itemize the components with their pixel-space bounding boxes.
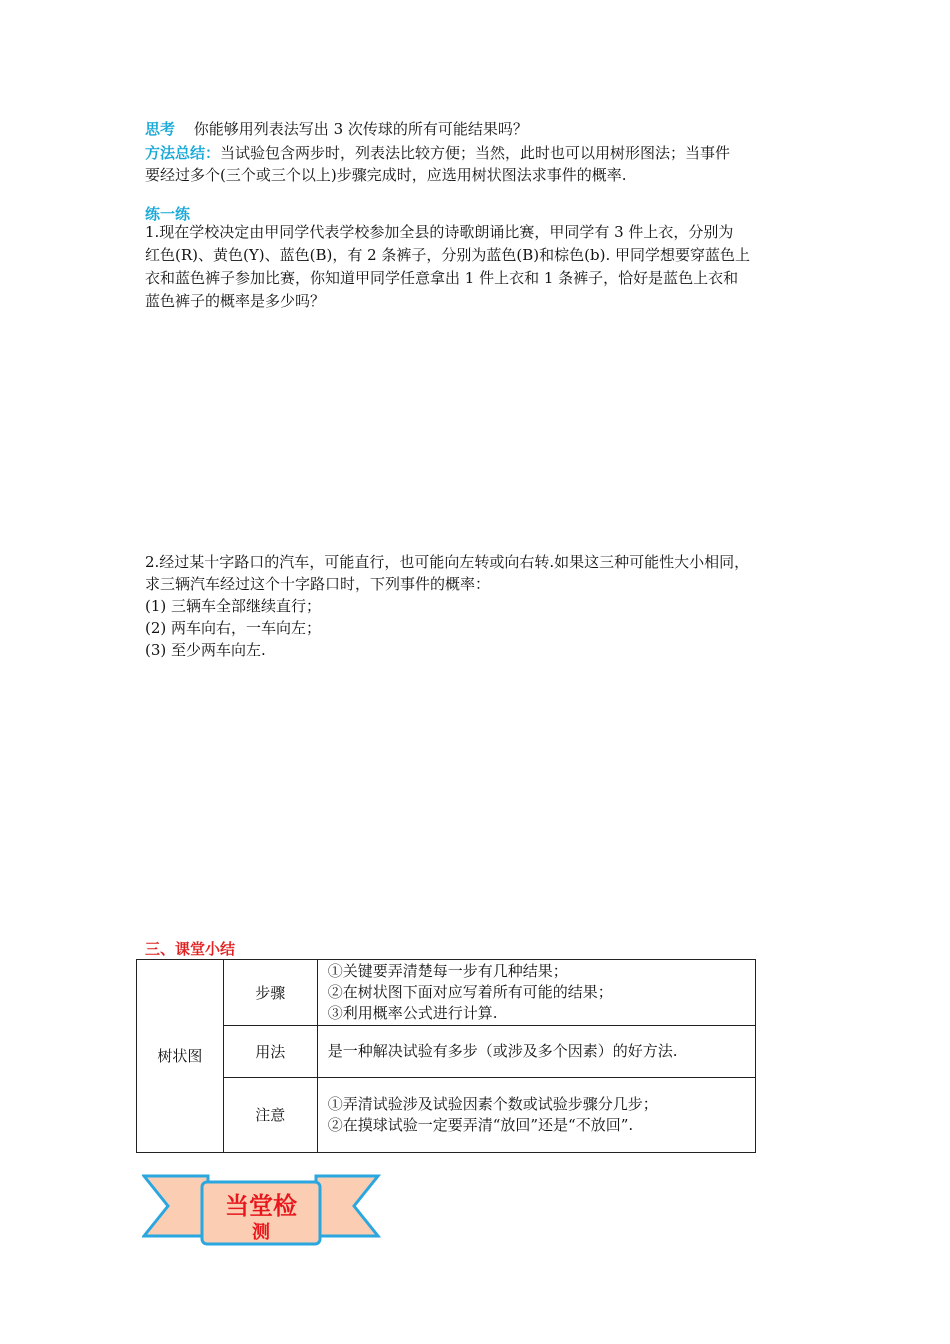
- summary-step-3: ③利用概率公式进行计算.: [327, 1004, 498, 1022]
- summary-row-label: 注意: [223, 1078, 317, 1153]
- q1-line-4: 蓝色裤子的概率是多少吗？: [145, 292, 326, 310]
- summary-table: [136, 959, 756, 1153]
- summary-row-notes: [137, 1078, 756, 1153]
- ribbon-left-tail: [144, 1176, 208, 1236]
- summary-topic: 树状图: [137, 960, 224, 1153]
- summary-row-content: [317, 1078, 755, 1153]
- q2-item-2: (2) 两车向右，一车向左；: [145, 619, 322, 637]
- summary-step-2: ②在树状图下面对应写着所有可能的结果；: [327, 983, 613, 1001]
- summary-row-content: [317, 960, 755, 1026]
- q2-line-1: 2.经过某十字路口的汽车，可能直行，也可能向左转或向右转.如果这三种可能性大小相同，: [145, 553, 750, 571]
- practice-title: 练一练: [145, 205, 191, 223]
- summary-step-1: ①关键要弄清楚每一步有几种结果；: [327, 962, 568, 980]
- summary-note-2: ②在摸球试验一定要弄清“放回”还是“不放回”.: [327, 1116, 634, 1134]
- think-line: [145, 117, 528, 141]
- method-line-1: [145, 141, 730, 165]
- summary-row-label: 步骤: [223, 960, 317, 1026]
- summary-usage-text: 是一种解决试验有多步（或涉及多个因素）的好方法.: [327, 1042, 678, 1060]
- think-text: 你能够用列表法写出 3 次传球的所有可能结果吗？: [193, 120, 528, 138]
- think-label: 思考: [145, 120, 176, 138]
- method-label: 方法总结：: [145, 144, 221, 162]
- summary-row-steps: [137, 960, 756, 1026]
- banner-text-2: 测: [252, 1222, 270, 1243]
- summary-row-label: 用法: [223, 1026, 317, 1078]
- banner-text-1: 当堂检: [225, 1192, 297, 1220]
- q1-line-1: 1.现在学校决定由甲同学代表学校参加全县的诗歌朗诵比赛，甲同学有 3 件上衣，分别为: [145, 223, 734, 241]
- q2-line-2: 求三辆汽车经过这个十字路口时，下列事件的概率：: [145, 575, 491, 593]
- summary-row-content: [317, 1026, 755, 1078]
- quiz-banner: [142, 1172, 382, 1248]
- summary-row-usage: [137, 1026, 756, 1078]
- q1-line-3: 衣和蓝色裤子参加比赛，你知道甲同学任意拿出 1 件上衣和 1 条裤子，恰好是蓝色上衣和: [145, 269, 739, 287]
- summary-title: 三、课堂小结: [145, 940, 236, 958]
- q2-item-3: (3) 至少两车向左.: [145, 641, 266, 659]
- summary-note-1: ①弄清试验涉及试验因素个数或试验步骤分几步；: [327, 1095, 658, 1113]
- ribbon-right-tail: [316, 1176, 378, 1236]
- q2-item-1: (1) 三辆车全部继续直行；: [145, 597, 322, 615]
- q1-line-2: 红色(R)、黄色(Y)、蓝色(B)，有 2 条裤子，分别为蓝色(B)和棕色(b). 甲同学想要穿蓝色上: [145, 246, 750, 264]
- method-text-1: 当试验包含两步时，列表法比较方便；当然，此时也可以用树形图法；当事件: [220, 144, 731, 162]
- method-line-2: 要经过多个(三个或三个以上)步骤完成时，应选用树状图法求事件的概率.: [145, 166, 627, 184]
